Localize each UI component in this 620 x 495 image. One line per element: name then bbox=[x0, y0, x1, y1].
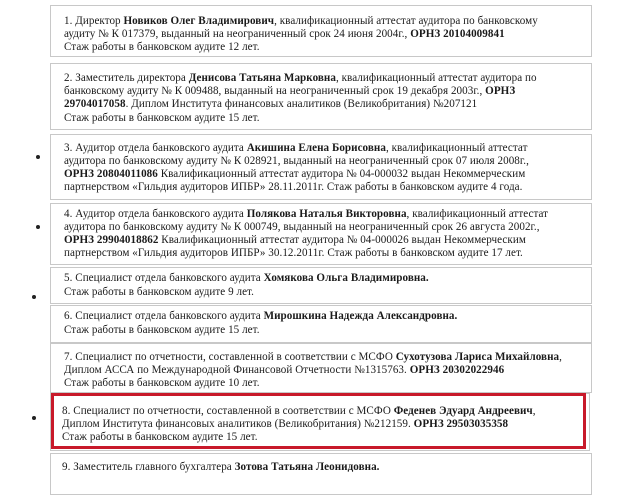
entry-7-line-1: 7. Специалист по отчетности, составленной в соответствии с МСФО Сухотузова Лариса Михайловна, bbox=[64, 351, 562, 363]
entry-6-line-2: Стаж работы в банковском аудите 15 лет. bbox=[64, 324, 260, 336]
bullet-mark-3 bbox=[32, 295, 36, 299]
entry-7-line-2: Диплом АССА по Международной Финансовой Отчетности №1315763. ОРНЗ 20302022946 bbox=[64, 364, 505, 376]
entry-8-line-3: Стаж работы в банковском аудите 15 лет. bbox=[62, 431, 258, 443]
bullet-mark-2 bbox=[36, 225, 40, 229]
entry-4-line-3: ОРНЗ 29904018862 Квалификационный аттестат аудитора № 04-000026 выдан Некоммерческим bbox=[64, 234, 526, 246]
employee-entry-9 bbox=[50, 453, 592, 495]
entry-1-line-3: Стаж работы в банковском аудите 12 лет. bbox=[64, 41, 260, 53]
entry-2-line-2: банковскому аудиту № К 009488, выданный на неограниченный срок 19 декабря 2003г., ОРНЗ bbox=[64, 85, 516, 97]
highlight-frame bbox=[51, 393, 586, 449]
bullet-mark-1 bbox=[36, 155, 40, 159]
entry-8-line-1: 8. Специалист по отчетности, составленной в соответствии с МСФО Феденев Эдуард Андреевич, bbox=[62, 405, 536, 417]
entry-5-line-2: Стаж работы в банковском аудите 9 лет. bbox=[64, 286, 254, 298]
entry-3-line-3: ОРНЗ 20804011086 Квалификационный аттестат аудитора № 04-000032 выдан Некоммерческим bbox=[64, 168, 526, 180]
entry-2-line-3: 29704017058. Диплом Института финансовых аналитиков (Великобритания) №207121 bbox=[64, 98, 478, 110]
entry-2-line-1: 2. Заместитель директора Денисова Татьяна Марковна, квалификационный аттестат аудитора по bbox=[64, 72, 537, 84]
entry-2-line-4: Стаж работы в банковском аудите 15 лет. bbox=[64, 112, 260, 124]
entry-7-line-3: Стаж работы в банковском аудите 10 лет. bbox=[64, 377, 260, 389]
entry-3-line-1: 3. Аудитор отдела банковского аудита Акишина Елена Борисовна, квалификационный аттестат bbox=[64, 142, 528, 154]
entry-4-line-1: 4. Аудитор отдела банковского аудита Полякова Наталья Викторовна, квалификационный аттестат bbox=[64, 208, 549, 220]
entry-1-line-1: 1. Директор Новиков Олег Владимирович, квалификационный аттестат аудитора по банковскому bbox=[64, 15, 538, 27]
entry-3-line-4: партнерством «Гильдия аудиторов ИПБР» 28.11.2011г. Стаж работы в банковском аудите 4 года. bbox=[64, 181, 523, 193]
entry-3-line-2: аудитора по банковскому аудиту № К 028921, выданный на неограниченный срок 07 июля 2008г., bbox=[64, 155, 529, 167]
entry-8-line-2: Диплом Института финансовых аналитиков (Великобритания) №212159. ОРНЗ 29503035358 bbox=[62, 418, 509, 430]
entry-5-line-1: 5. Специалист отдела банковского аудита Хомякова Ольга Владимировна. bbox=[64, 272, 429, 284]
entry-4-line-2: аудитора по банковскому аудиту № К 000749, выданный на неограниченный срок 26 августа 2002г., bbox=[64, 221, 540, 233]
entry-4-line-4: партнерством «Гильдия аудиторов ИПБР» 30.12.2011г. Стаж работы в банковском аудите 17 лет. bbox=[64, 247, 523, 259]
entry-1-line-2: аудиту № К 017379, выданный на неограниченный срок 24 июня 2004г., ОРНЗ 20104009841 bbox=[64, 28, 505, 40]
entry-9-line-1: 9. Заместитель главного бухгалтера Зотова Татьяна Леонидовна. bbox=[62, 461, 380, 473]
entry-6-line-1: 6. Специалист отдела банковского аудита Мирошкина Надежда Александровна. bbox=[64, 310, 458, 322]
bullet-mark-4 bbox=[32, 416, 36, 420]
